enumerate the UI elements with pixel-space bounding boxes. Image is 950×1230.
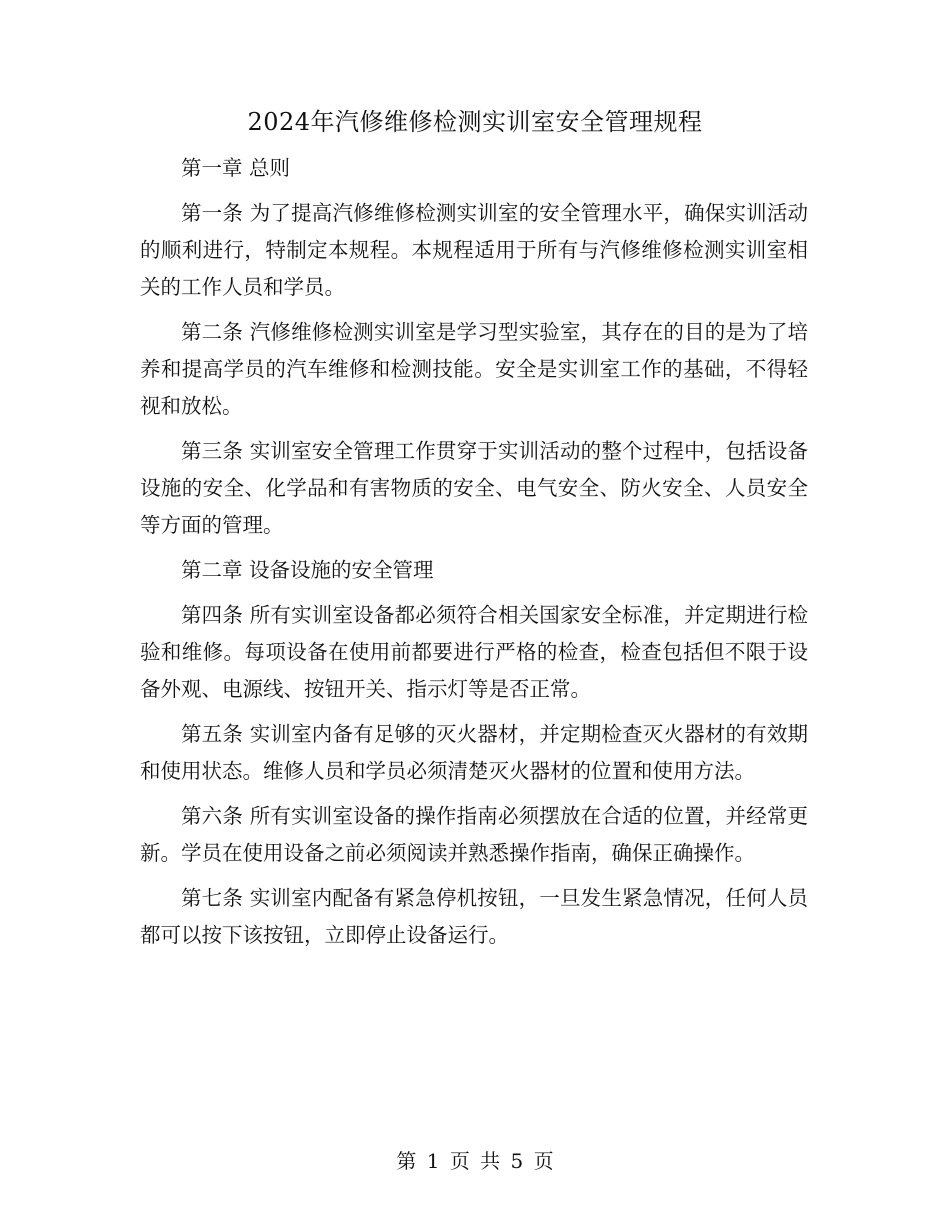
chapter-heading-1: 第一章 总则	[181, 156, 291, 180]
document-title: 2024年汽修维修检测实训室安全管理规程	[247, 108, 703, 136]
article-1: 第一条 为了提高汽修维修检测实训室的安全管理水平，确保实训活动的顺利进行，特制定本规程。本规程适用于所有与汽修维修检测实训室相关的工作人员和学员。	[140, 201, 808, 299]
chapter-heading-2: 第二章 设备设施的安全管理	[181, 558, 434, 582]
article-2: 第二条 汽修维修检测实训室是学习型实验室，其存在的目的是为了培养和提高学员的汽车维修和检测技能。安全是实训室工作的基础，不得轻视和放松。	[140, 320, 808, 418]
article-5: 第五条 实训室内备有足够的灭火器材，并定期检查灭火器材的有效期和使用状态。维修人员和学员必须清楚灭火器材的位置和使用方法。	[140, 722, 808, 783]
document-body	[140, 150, 808, 962]
page-number-footer: 第 1 页 共 5 页	[396, 1149, 554, 1173]
article-6: 第六条 所有实训室设备的操作指南必须摆放在合适的位置，并经常更新。学员在使用设备之前必须阅读并熟悉操作指南，确保正确操作。	[140, 804, 808, 865]
article-3: 第三条 实训室安全管理工作贯穿于实训活动的整个过程中，包括设备设施的安全、化学品和有害物质的安全、电气安全、防火安全、人员安全等方面的管理。	[140, 439, 808, 537]
article-4: 第四条 所有实训室设备都必须符合相关国家安全标准，并定期进行检验和维修。每项设备在使用前都要进行严格的检查，检查包括但不限于设备外观、电源线、按钮开关、指示灯等是否正常。	[140, 603, 808, 701]
article-7: 第七条 实训室内配备有紧急停机按钮，一旦发生紧急情况，任何人员都可以按下该按钮，立即停止设备运行。	[140, 886, 808, 947]
